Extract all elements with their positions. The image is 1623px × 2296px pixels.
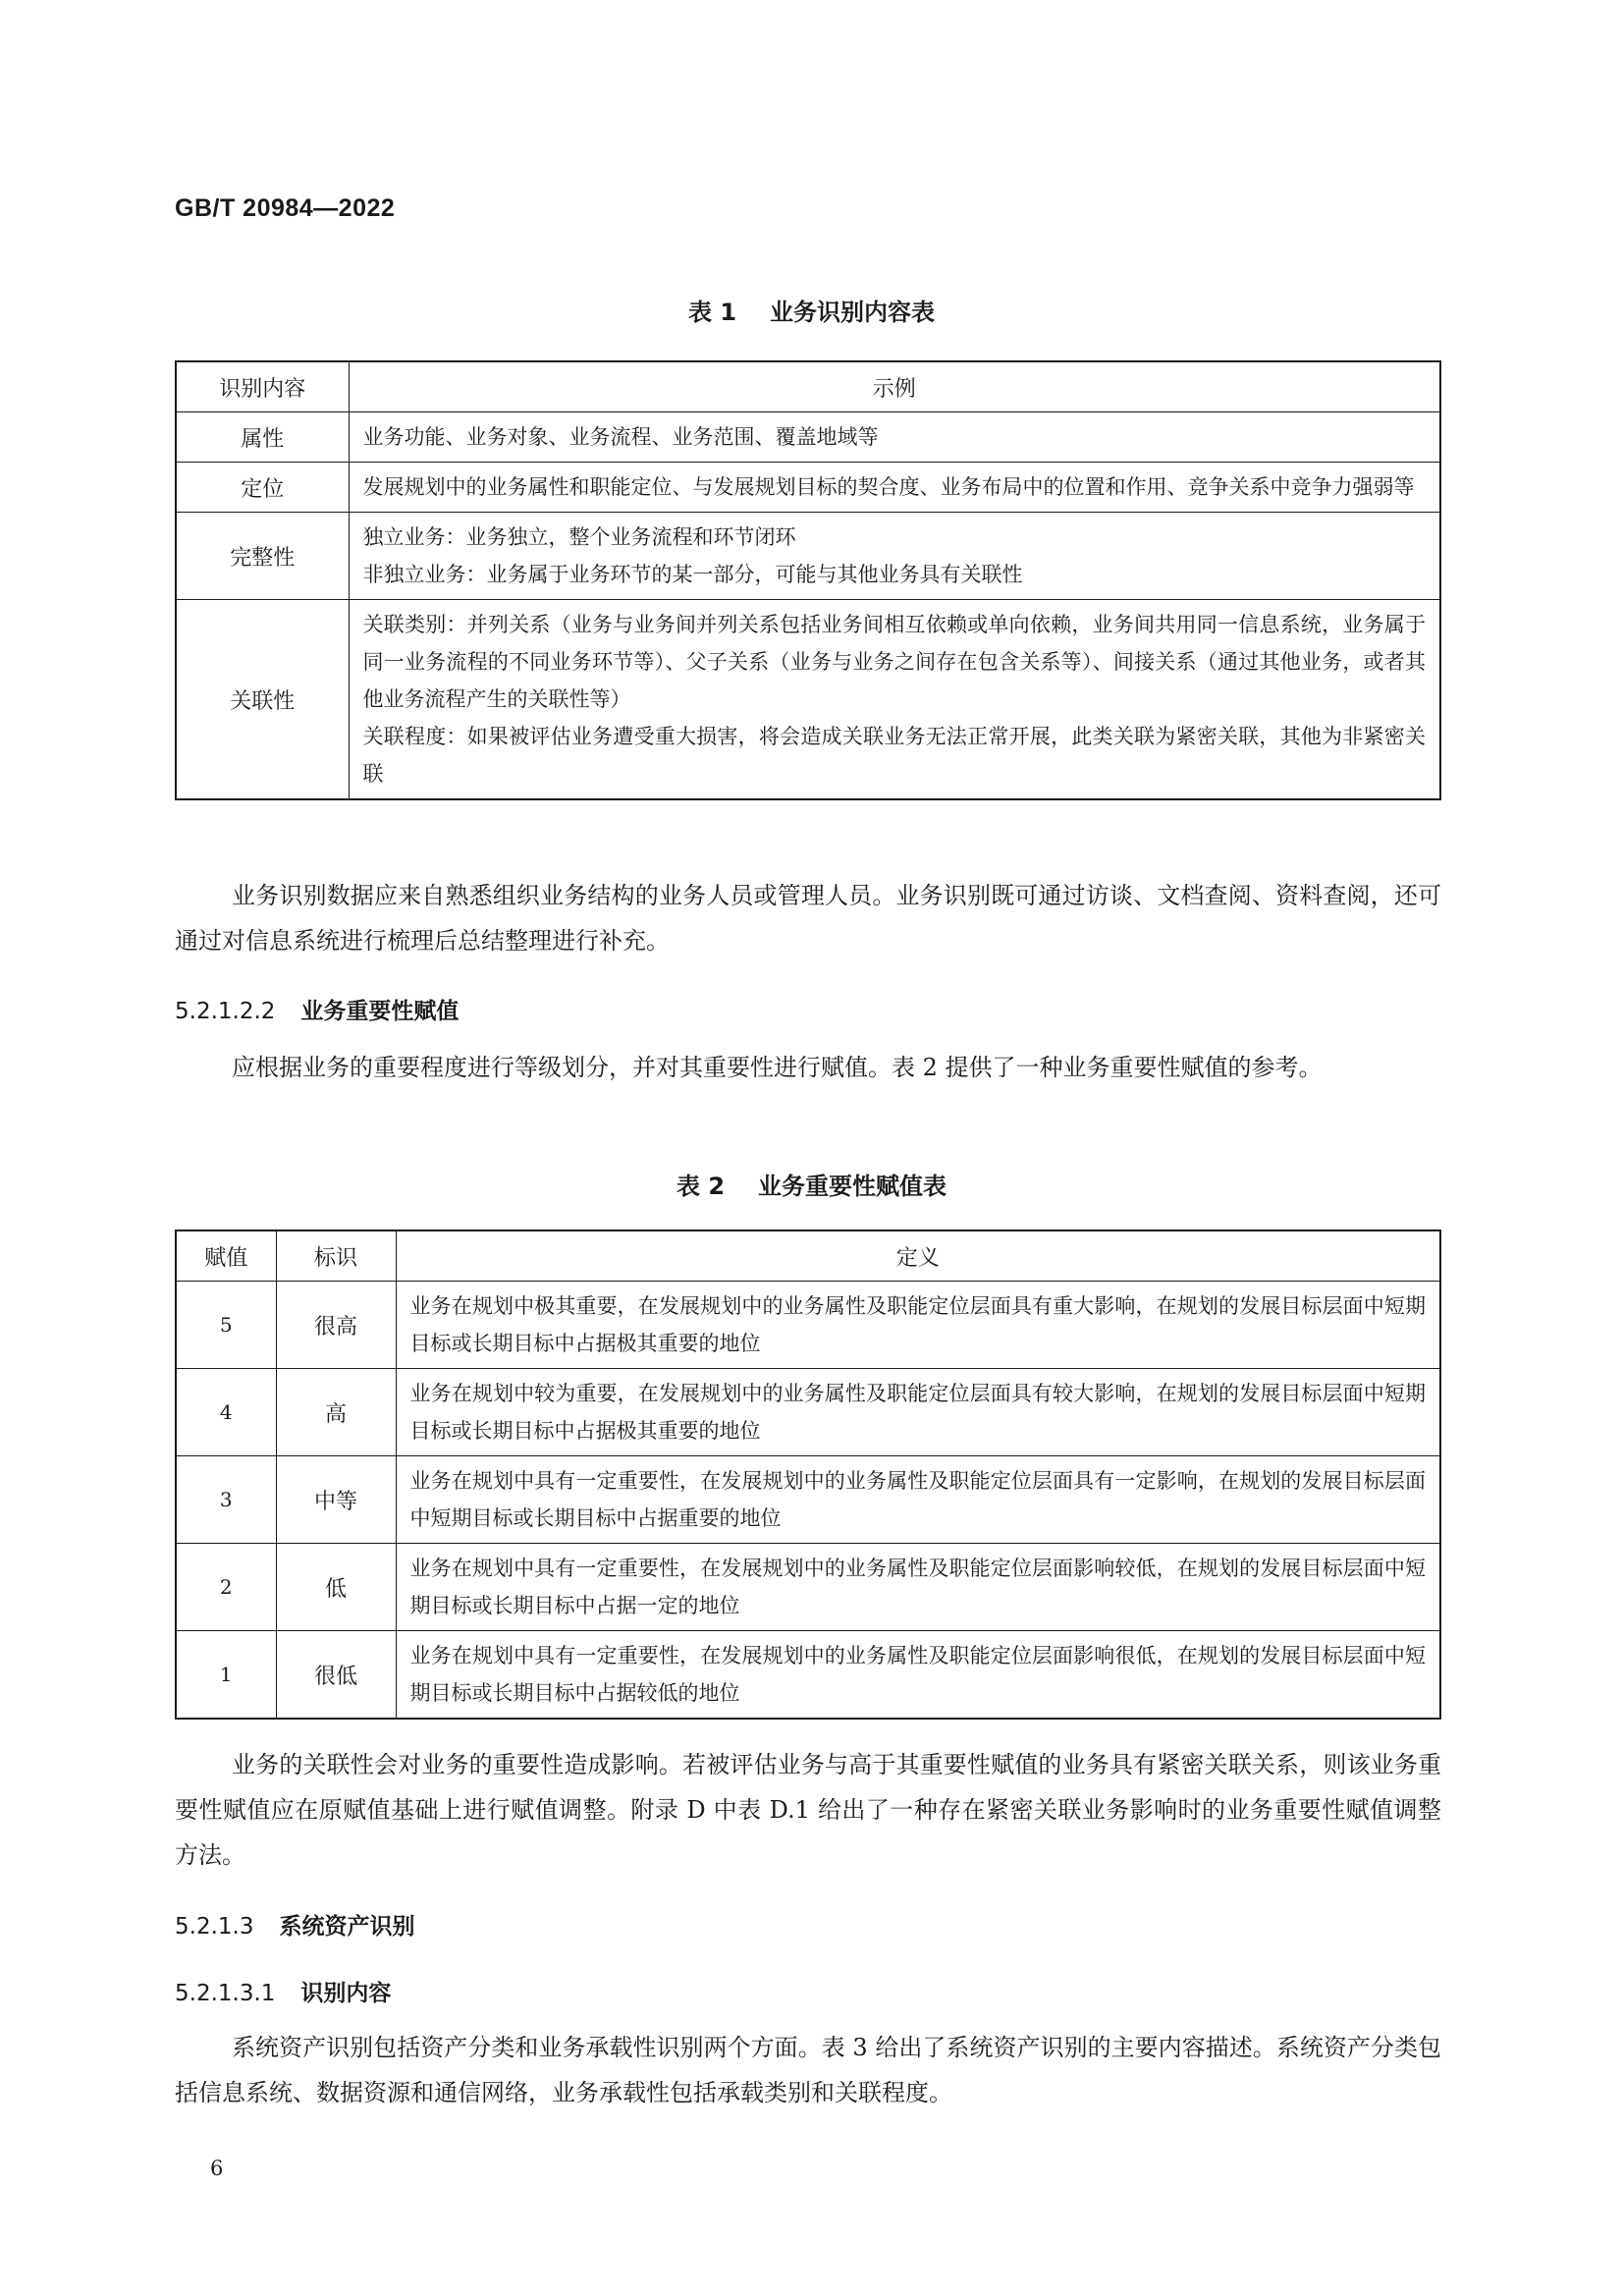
heading-5-2-1-2-2 <box>175 993 459 1025</box>
paragraph-business-identification-source: 业务识别数据应来自熟悉组织业务结构的业务人员或管理人员。业务识别既可通过访谈、文档查阅、资料查阅，还可通过对信息系统进行梳理后总结整理进行补充。 <box>175 882 1441 955</box>
table2-label: 高 <box>276 1369 396 1456</box>
heading-5-2-1-3 <box>175 1908 414 1941</box>
table2-value: 2 <box>176 1544 276 1631</box>
table2-value: 1 <box>176 1631 276 1720</box>
table-row <box>176 1544 1440 1631</box>
table1-item: 完整性 <box>176 513 349 600</box>
table1-example <box>349 600 1440 800</box>
table2-caption-number: 表 2 <box>676 1173 726 1200</box>
table2-label: 低 <box>276 1544 396 1631</box>
table1-item: 定位 <box>176 463 349 513</box>
table2-value: 3 <box>176 1456 276 1544</box>
table-row <box>176 1456 1440 1544</box>
table-row <box>176 1282 1440 1369</box>
heading-5-2-1-3-1 <box>175 1975 391 2007</box>
table1-item: 关联性 <box>176 600 349 800</box>
table1-example <box>349 513 1440 600</box>
table1-caption-title: 业务识别内容表 <box>770 299 936 326</box>
table1-caption <box>0 293 1623 327</box>
heading-number: 5.2.1.2.2 <box>175 999 276 1024</box>
table1-example-line: 业务功能、业务对象、业务流程、业务范围、覆盖地域等 <box>362 425 879 449</box>
heading-title: 业务重要性赋值 <box>300 999 460 1024</box>
table1-example-line: 独立业务：业务独立，整个业务流程和环节闭环 <box>362 525 796 549</box>
table2-header-definition: 定义 <box>396 1230 1440 1282</box>
table2-label: 中等 <box>276 1456 396 1544</box>
table-row <box>176 1369 1440 1456</box>
table2-header-label: 标识 <box>276 1230 396 1282</box>
table2-header-row <box>176 1230 1440 1282</box>
table-row <box>176 1631 1440 1720</box>
heading-title: 系统资产识别 <box>279 1914 415 1940</box>
paragraph-importance-rating: 应根据业务的重要程度进行等级划分，并对其重要性进行赋值。表 2 提供了一种业务重要性赋值的参考。 <box>232 1054 1323 1081</box>
table-row <box>176 463 1440 513</box>
table1-example-line: 发展规划中的业务属性和职能定位、与发展规划目标的契合度、业务布局中的位置和作用、竞争关系中竞争力强弱等 <box>362 475 1415 499</box>
paragraph-association-impact: 业务的关联性会对业务的重要性造成影响。若被评估业务与高于其重要性赋值的业务具有紧密关联关系，则该业务重要性赋值应在原赋值基础上进行赋值调整。附录 D 中表 D.1 给出了一种存在紧密关联业务影响时的业务重要性赋值调整方法。 <box>175 1751 1441 1869</box>
table1-header-row <box>176 361 1440 412</box>
table1-example-line: 关联类别：并列关系（业务与业务间并列关系包括业务间相互依赖或单向依赖，业务间共用同一信息系统，业务属于同一业务流程的不同业务环节等）、父子关系（业务与业务之间存在包含关系等）、间接关系（通过其他业务，或者其他业务流程产生的关联性等） <box>362 613 1426 711</box>
heading-title: 识别内容 <box>300 1981 392 2006</box>
heading-number: 5.2.1.3.1 <box>175 1981 276 2006</box>
heading-number: 5.2.1.3 <box>175 1914 254 1940</box>
table2-definition: 业务在规划中具有一定重要性，在发展规划中的业务属性及职能定位层面影响很低，在规划的发展目标层面中短期目标或长期目标中占据较低的地位 <box>396 1631 1440 1720</box>
table2 <box>175 1230 1441 1720</box>
table2-caption-title: 业务重要性赋值表 <box>758 1173 947 1200</box>
table2-definition: 业务在规划中具有一定重要性，在发展规划中的业务属性及职能定位层面具有一定影响，在规划的发展目标层面中短期目标或长期目标中占据重要的地位 <box>396 1456 1440 1544</box>
table1-example-line: 非独立业务：业务属于业务环节的某一部分，可能与其他业务具有关联性 <box>362 563 1023 586</box>
table2-definition: 业务在规划中具有一定重要性，在发展规划中的业务属性及职能定位层面影响较低，在规划的发展目标层面中短期目标或长期目标中占据一定的地位 <box>396 1544 1440 1631</box>
table1-example <box>349 463 1440 513</box>
standard-code: GB/T 20984—2022 <box>175 194 396 222</box>
table1-header-item: 识别内容 <box>176 361 349 412</box>
table2-value: 5 <box>176 1282 276 1369</box>
table2-value: 4 <box>176 1369 276 1456</box>
table2-definition: 业务在规划中极其重要，在发展规划中的业务属性及职能定位层面具有重大影响，在规划的发展目标层面中短期目标或长期目标中占据极其重要的地位 <box>396 1282 1440 1369</box>
page-number: 6 <box>210 2157 224 2180</box>
table-row <box>176 513 1440 600</box>
table2-definition: 业务在规划中较为重要，在发展规划中的业务属性及职能定位层面具有较大影响，在规划的发展目标层面中短期目标或长期目标中占据极其重要的地位 <box>396 1369 1440 1456</box>
table-row <box>176 600 1440 800</box>
table2-label: 很低 <box>276 1631 396 1720</box>
table1 <box>175 360 1441 800</box>
table1-header-example: 示例 <box>349 361 1440 412</box>
table1-example <box>349 412 1440 463</box>
table1-item: 属性 <box>176 412 349 463</box>
table2-label: 很高 <box>276 1282 396 1369</box>
table2-header-value: 赋值 <box>176 1230 276 1282</box>
paragraph-system-asset-identification: 系统资产识别包括资产分类和业务承载性识别两个方面。表 3 给出了系统资产识别的主要内容描述。系统资产分类包括信息系统、数据资源和通信网络，业务承载性包括承载类别和关联程度。 <box>175 2034 1441 2106</box>
table-row <box>176 412 1440 463</box>
table2-caption <box>0 1167 1623 1201</box>
table1-caption-number: 表 1 <box>687 299 737 326</box>
table1-example-line: 关联程度：如果被评估业务遭受重大损害，将会造成关联业务无法正常开展，此类关联为紧密关联，其他为非紧密关联 <box>362 725 1426 786</box>
